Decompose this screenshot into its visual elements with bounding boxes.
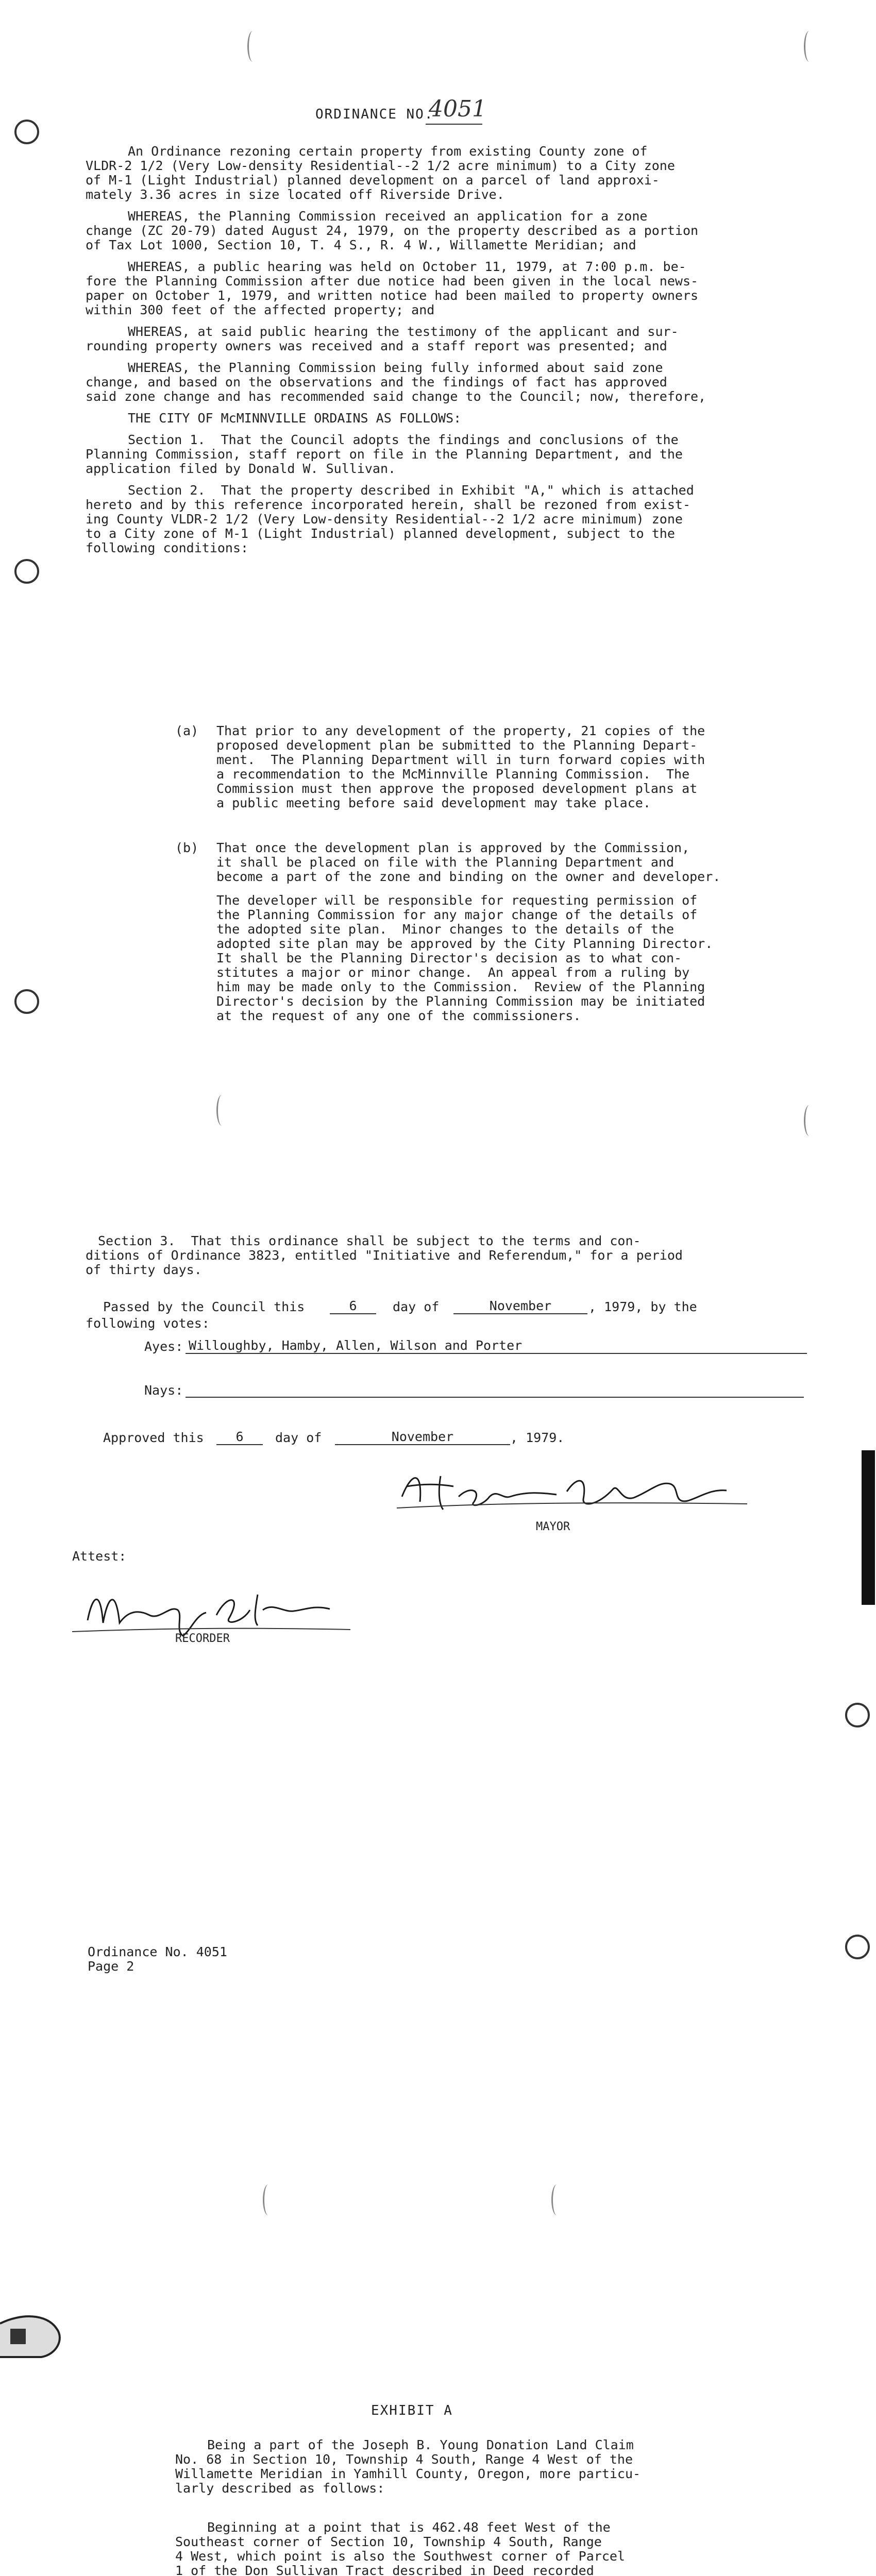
condition-a-line: a public meeting before said development may take place.: [216, 795, 651, 810]
ordinance-line: change (ZC 20-79) dated August 24, 1979, on the property described as a portion: [86, 223, 699, 238]
approved-suffix: , 1979.: [510, 1430, 565, 1445]
condition-b-line: it shall be placed on file with the Planning Department and: [216, 855, 675, 870]
ordinance-line: VLDR-2 1/2 (Very Low-density Residential--2 1/2 acre minimum) to a City zone: [86, 158, 675, 173]
page-2: [0, 1069, 876, 2154]
approved-mid: day of: [275, 1430, 322, 1445]
ordinance-line: application filed by Donald W. Sullivan.: [86, 461, 396, 476]
condition-b-line: It shall be the Planning Director's decision as to what con-: [216, 951, 682, 965]
ordinance-line: THE CITY OF McMINNVILLE ORDAINS AS FOLLOWS:: [128, 411, 462, 426]
condition-b-line: The developer will be responsible for requesting permission of: [216, 893, 698, 908]
ordinance-line: WHEREAS, a public hearing was held on October 11, 1979, at 7:00 p.m. be-: [128, 259, 686, 274]
ordinance-line: to a City zone of M-1 (Light Industrial) planned development, subject to the: [86, 526, 675, 541]
scan-mark: [216, 1095, 227, 1126]
ordinance-line: said zone change and has recommended said change to the Council; now, therefore,: [86, 389, 706, 404]
ordinance-line: Planning Commission, staff report on file in the Planning Department, and the: [86, 447, 683, 462]
attest-label: Attest:: [72, 1549, 127, 1564]
exhibit-description-line: Southeast corner of Section 10, Township 4 South, Range: [175, 2534, 602, 2549]
punch-hole-icon: [14, 989, 39, 1014]
ordinance-line: WHEREAS, the Planning Commission received an application for a zone: [128, 209, 648, 224]
ordinance-line: Section 1. That the Council adopts the findings and conclusions of the: [128, 432, 679, 447]
scan-mark: [551, 2184, 562, 2215]
exhibit-intro-line: Willamette Meridian in Yamhill County, Oregon, more particu-: [175, 2466, 641, 2481]
mayor-label: MAYOR: [536, 1520, 570, 1533]
footer-line: Ordinance No. 4051: [88, 1944, 227, 1959]
approved-prefix: Approved this: [103, 1430, 204, 1445]
condition-a-line: Commission must then approve the proposed development plans at: [216, 781, 698, 796]
ordinance-line: paper on October 1, 1979, and written notice had been mailed to property owners: [86, 288, 699, 303]
punch-hole-icon: [845, 1935, 870, 1959]
ordinance-line: change, and based on the observations and the findings of fact has approved: [86, 375, 667, 389]
ordinance-line: of M-1 (Light Industrial) planned development on a parcel of land approxi-: [86, 173, 660, 188]
ordinance-line: An Ordinance rezoning certain property from existing County zone of: [128, 144, 648, 159]
scan-mark: [263, 2184, 274, 2215]
recorder-label: RECORDER: [175, 1632, 230, 1645]
ordinance-line: WHEREAS, the Planning Commission being fully informed about said zone: [128, 360, 663, 375]
ordinance-line: rounding property owners was received and a staff report was presented; and: [86, 338, 667, 353]
number-underline: [426, 124, 482, 125]
condition-b-line: stitutes a major or minor change. An appeal from a ruling by: [216, 965, 690, 980]
section-3-line: Section 3. That this ordinance shall be subject to the terms and con-: [98, 1233, 641, 1248]
exhibit-intro-line: No. 68 in Section 10, Township 4 South, Range 4 West of the: [175, 2452, 633, 2467]
condition-b-line: him may be made only to the Commission. Review of the Planning: [216, 979, 705, 994]
ordinance-line: Section 2. That the property described in Exhibit "A," which is attached: [128, 483, 694, 498]
scan-mark: [804, 1105, 815, 1136]
passed-prefix: Passed by the Council this: [103, 1299, 305, 1314]
passed-day: 6: [330, 1299, 376, 1314]
approved-day: 6: [216, 1430, 263, 1445]
page-3: [0, 2154, 876, 2576]
punch-hole-icon: [14, 120, 39, 144]
footer-line: Page 2: [88, 1959, 134, 1974]
condition-b-label: (b): [175, 840, 199, 855]
ayes-value: Willoughby, Hamby, Allen, Wilson and Porter: [186, 1338, 807, 1354]
punch-hole-icon: [14, 559, 39, 584]
ordinance-line: mately 3.36 acres in size located off Riverside Drive.: [86, 187, 504, 202]
condition-a-line: a recommendation to the McMinnville Planning Commission. The: [216, 767, 690, 782]
condition-b-line: the adopted site plan. Minor changes to the details of the: [216, 922, 675, 937]
scan-mark: [804, 31, 815, 62]
passed-line2: following votes:: [86, 1316, 210, 1331]
condition-a-line: ment. The Planning Department will in turn forward copies with: [216, 752, 705, 767]
passed-mid: day of: [393, 1299, 440, 1314]
ordinance-line: ing County VLDR-2 1/2 (Very Low-density Residential--2 1/2 acre minimum) zone: [86, 512, 683, 527]
mayor-signature: [392, 1461, 752, 1522]
exhibit-title: EXHIBIT A: [371, 2403, 453, 2418]
ordinance-line: following conditions:: [86, 540, 249, 555]
ayes-label: Ayes:: [144, 1339, 183, 1354]
ordinance-line: fore the Planning Commission after due notice had been given in the local news-: [86, 274, 699, 289]
condition-b-line: the Planning Commission for any major change of the details of: [216, 907, 698, 922]
section-3-line: ditions of Ordinance 3823, entitled "Initiative and Referendum," for a period: [86, 1248, 683, 1263]
ordinance-title: ORDINANCE NO.: [315, 107, 434, 122]
binder-edge: [862, 1450, 875, 1605]
ordinance-line: hereto and by this reference incorporated herein, shall be rezoned from exist-: [86, 497, 690, 512]
ordinance-line: of Tax Lot 1000, Section 10, T. 4 S., R. 4 W., Willamette Meridian; and: [86, 238, 636, 252]
paper-clip-icon: [0, 2308, 67, 2370]
exhibit-description-line: 4 West, which point is also the Southwest corner of Parcel: [175, 2549, 625, 2564]
exhibit-intro-line: larly described as follows:: [175, 2481, 385, 2496]
punch-hole-icon: [845, 1703, 870, 1727]
nays-label: Nays:: [144, 1383, 183, 1398]
ordinance-line: WHEREAS, at said public hearing the testimony of the applicant and sur-: [128, 324, 679, 339]
condition-b-line: Director's decision by the Planning Commission may be initiated: [216, 994, 705, 1009]
exhibit-description-line: 1 of the Don Sullivan Tract described in Deed recorded: [175, 2563, 594, 2576]
approved-month: November: [335, 1430, 510, 1445]
scan-mark: [247, 31, 258, 62]
condition-a-line: That prior to any development of the property, 21 copies of the: [216, 723, 705, 738]
condition-b-line: That once the development plan is approved by the Commission,: [216, 840, 690, 855]
condition-a-label: (a): [175, 723, 199, 738]
page-1: [0, 0, 876, 1069]
condition-b-line: become a part of the zone and binding on the owner and developer.: [216, 869, 721, 884]
condition-a-line: proposed development plan be submitted to the Planning Depart-: [216, 738, 698, 753]
ordinance-line: within 300 feet of the affected property; and: [86, 302, 435, 317]
ordinance-number: 4051: [429, 96, 486, 122]
passed-month: November: [453, 1299, 587, 1314]
section-3-line: of thirty days.: [86, 1262, 202, 1277]
passed-suffix: , 1979, by the: [588, 1299, 697, 1314]
nays-line: [186, 1397, 804, 1398]
condition-b-line: at the request of any one of the commissioners.: [216, 1008, 581, 1023]
condition-b-line: adopted site plan may be approved by the City Planning Director.: [216, 936, 713, 951]
exhibit-intro-line: Being a part of the Joseph B. Young Donation Land Claim: [207, 2437, 634, 2452]
exhibit-description-line: Beginning at a point that is 462.48 feet West of the: [207, 2520, 611, 2535]
